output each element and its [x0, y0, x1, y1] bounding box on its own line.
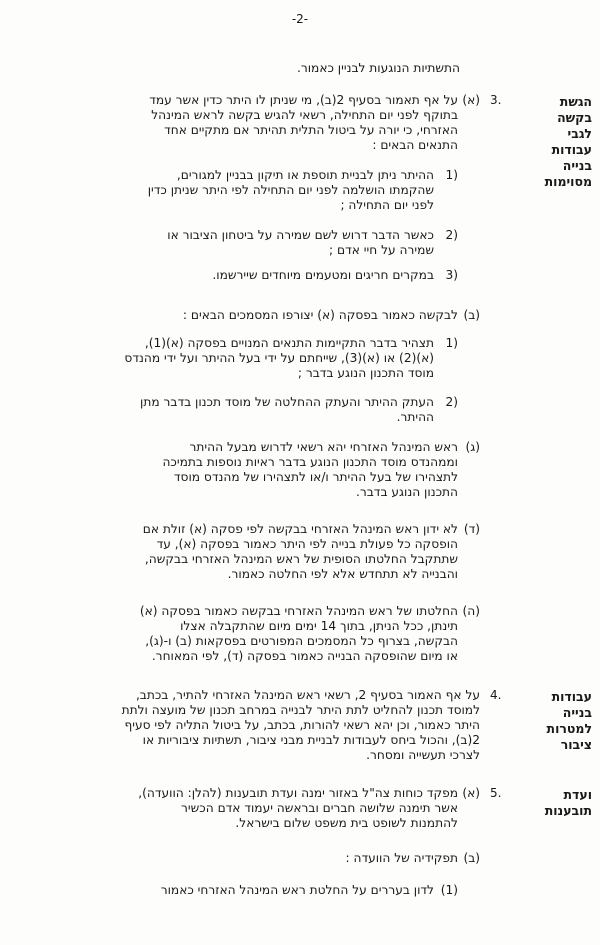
- text-line: שתתקבל החלטתו הסופית של ראש המינהל האזרחי בבקשה,: [144, 552, 458, 566]
- text-line: הבקשה, בצרוף כל המסמכים המפורטים בפסקאות (ב) ו-(ג),: [145, 634, 458, 648]
- text-line: על אף האמור בסעיף 2, רשאי ראש המינהל האזרחי להתיר, בכתב,: [135, 688, 480, 702]
- title-line: בנייה: [562, 705, 592, 720]
- item-3a-1: [80, 168, 458, 213]
- text-line: למוסד תכנון להחליט לתת היתר לבנייה במרחב תכנון של מועצה ולתת: [121, 703, 480, 717]
- text-line: אשר תימנה שלושה חברים ובראשה יעמוד אדם הכשיר: [181, 801, 458, 815]
- paragraph-3c: [80, 440, 480, 500]
- title-line: לגבי: [567, 126, 592, 141]
- section-4-title: [540, 689, 592, 753]
- text-line: החלטתו של ראש המינהל האזרחי בבקשה כאמור בפסקה (א): [139, 604, 458, 618]
- text-line: הופסקה כל פעולת בנייה לפי היתר כאמור בפסקה (א), עד: [156, 537, 458, 551]
- text-line: תפקידיה של הוועדה :: [345, 851, 458, 865]
- title-line: הגשת: [559, 94, 592, 109]
- continuation-text: התשתיות הנוגעות לבניין כאמור.: [296, 61, 460, 75]
- text-line: לתצהירו של בעל ההיתר ו/או לתצהירו של מהנדס מוסד: [173, 470, 458, 484]
- text-line: ההיתר.: [396, 410, 434, 424]
- item-label: (2: [445, 228, 458, 242]
- paragraph-5b: [60, 851, 480, 866]
- text-line: העתק ההיתר והעתק ההחלטה של מוסד תכנון בדבר מתן: [140, 395, 434, 409]
- paragraph-3b: [80, 308, 480, 323]
- section-3-number: 3.: [490, 93, 502, 107]
- text-line: ההיתר ניתן לבניית תוספת או תיקון בבניין למגורים,: [176, 168, 434, 182]
- paragraph-3a: [80, 93, 480, 153]
- text-line: לבקשה כאמור בפסקה (א) יצורפו המסמכים הבאים :: [182, 308, 458, 322]
- item-3b-1: [80, 336, 458, 381]
- item-5b-1: [60, 883, 458, 898]
- continuation-line: [160, 61, 460, 76]
- title-line: ציבור: [560, 737, 592, 752]
- text-line: מפקד כוחות צה"ל באזור ימנה ועדת תובענות (להלן: הוועדה),: [138, 786, 458, 800]
- section-4-body: [60, 688, 480, 763]
- section-4-number: 4.: [490, 688, 502, 702]
- text-line: היתר כאמור, וכן יהא רשאי להורות, בכתב, על ביטול התליה לפי סעיף: [124, 718, 480, 732]
- text-line: לדון בעררים על החלטת ראש המינהל האזרחי כאמור: [160, 883, 434, 897]
- paragraph-label: (א): [462, 786, 480, 800]
- title-line: ועדת: [563, 787, 592, 802]
- text-line: או מיום שהופסקה הבנייה כאמור בפסקה (ד), לפי המאוחר.: [151, 649, 458, 663]
- item-label: (1): [440, 883, 458, 897]
- item-label: (1: [445, 336, 458, 350]
- page-number: -2-: [291, 12, 309, 26]
- text-line: לפני יום התחילה ;: [340, 198, 434, 212]
- item-3b-2: [80, 395, 458, 425]
- text-line: התנאים הבאים :: [372, 138, 458, 152]
- text-line: תצהיר בדבר התקיימות התנאים המנויים בפסקה (א)(1),: [144, 336, 434, 350]
- text-line: לצרכי תעשייה ומסחר.: [366, 748, 480, 762]
- title-line: בנייה: [562, 158, 592, 173]
- text-line: להתמנות לשופט בית משפט שלום בישראל.: [235, 816, 458, 830]
- title-line: מסוימות: [544, 174, 592, 189]
- text-line: כאשר הדבר דרוש לשם שמירה על ביטחון הציבור או: [167, 228, 434, 242]
- text-line: שמירה על חיי אדם ;: [329, 243, 434, 257]
- text-line: בתוקף לפני יום התחילה, רשאי להגיש בקשה לראש המינהל: [151, 108, 458, 122]
- paragraph-label: (א): [462, 93, 480, 107]
- section-5-number: 5.: [490, 786, 502, 800]
- text-line: ראש המינהל האזרחי יהא רשאי לדרוש מבעל ההיתר: [189, 440, 458, 454]
- section-3-title: [540, 94, 592, 190]
- item-label: (2: [445, 395, 458, 409]
- text-line: 2(ב), והכול ביחס לעבודות לבניית מבני ציבור, תשתיות ציבוריות או: [142, 733, 480, 747]
- title-line: למטרות: [546, 721, 592, 736]
- paragraph-label: (ב): [463, 851, 480, 865]
- text-line: שהקמתו הושלמה לפני יום התחילה לפי היתר שניתן כדין: [147, 183, 434, 197]
- text-line: וממהנדס מוסד התכנון הנוגע בדבר ראיות נוספות בתמיכה: [162, 455, 458, 469]
- paragraph-label: (ב): [463, 308, 480, 322]
- paragraph-5a: [60, 786, 480, 831]
- paragraph-3e: [80, 604, 480, 664]
- text-line: התכנון הנוגע בדבר.: [356, 485, 458, 499]
- text-line: האזרחי, כי יורה על ביטול התלית תהיתר אם מתקיים אחד: [164, 123, 458, 137]
- paragraph-label: (ה): [462, 604, 480, 618]
- item-label: (1: [445, 168, 458, 182]
- text-line: במקרים חריגים ומטעמים מיוחדים שיירשמו.: [212, 268, 434, 282]
- text-line: (א)(2) או (א)(3), שייחתם על ידי בעל ההיתר ועל ידי מהנדס: [124, 351, 434, 365]
- item-3a-3: [80, 268, 458, 283]
- paragraph-label: (ד): [463, 522, 480, 536]
- text-line: לא ידון ראש המינהל האזרחי בבקשה לפי פסקה (א) זולת אם: [142, 522, 458, 536]
- title-line: בקשה: [557, 110, 592, 125]
- paragraph-3d: [80, 522, 480, 582]
- item-label: (3: [445, 268, 458, 282]
- title-line: עבודות: [551, 689, 592, 704]
- section-5-title: [540, 787, 592, 819]
- item-3a-2: [80, 228, 458, 258]
- text-line: והבנייה לא תתחדש אלא לפי החלטה כאמור.: [227, 567, 458, 581]
- title-line: עבודות: [551, 142, 592, 157]
- text-line: תינתן, ככל הניתן, בתוך 14 ימים מיום שהתקבלה אצלו: [180, 619, 458, 633]
- text-line: על אף תאמור בסעיף 2(ב), מי שניתן לו היתר כדין אשר עמד: [149, 93, 458, 107]
- paragraph-label: (ג): [465, 440, 480, 454]
- title-line: תובענות: [544, 803, 592, 818]
- text-line: מוסד התכנון הנוגע בדבר ;: [297, 366, 434, 380]
